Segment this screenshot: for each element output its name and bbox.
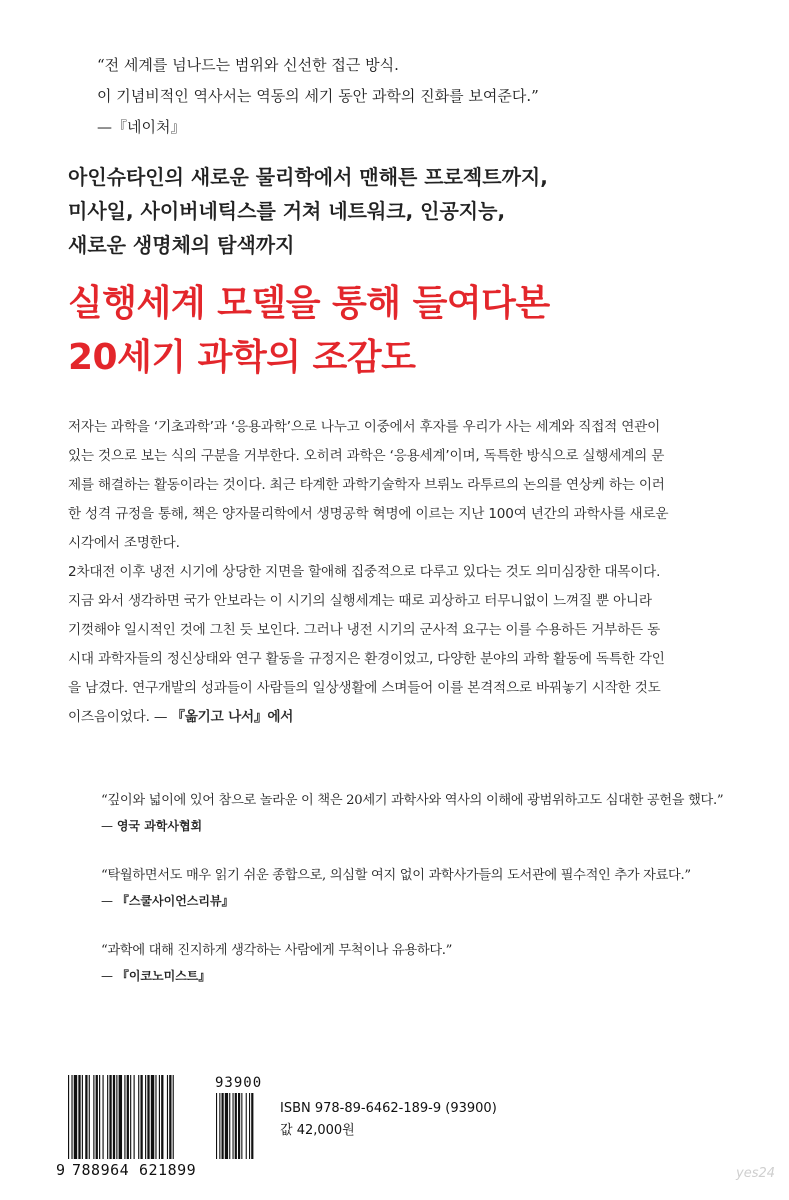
review-quote: “깊이와 넓이에 있어 참으로 놀라운 이 책은 20세기 과학사와 역사의 이해에 광범위하고도 심대한 공헌을 했다.” — [101, 793, 724, 808]
barcode-bar — [127, 1075, 129, 1159]
barcode-addon-bar — [235, 1093, 237, 1159]
body-line: 을 남겼다. 연구개발의 성과들이 사람들의 일상생활에 스며들어 이를 본격적으로 바꿔놓기 시작한 것도 — [68, 680, 661, 696]
barcode-bar — [124, 1075, 125, 1159]
body-line: 시대 과학자들의 정신상태와 연구 활동을 규정지은 환경이었고, 다양한 분야의 과학 활동에 독특한 각인 — [68, 651, 665, 667]
barcode — [56, 1075, 271, 1185]
barcode-addon-bar — [216, 1093, 217, 1159]
barcode-bar — [119, 1075, 122, 1159]
barcode-bar — [93, 1075, 94, 1159]
barcode-digit-first: 9 — [56, 1161, 66, 1179]
review-dash: — — [101, 819, 117, 833]
main-heading-line: 20세기 과학의 조감도 — [68, 337, 416, 378]
review-dash: — — [101, 894, 117, 908]
barcode-bar — [167, 1075, 168, 1159]
reviews — [101, 788, 741, 1013]
body-line: 저자는 과학을 ‘기초과학’과 ‘응용과학’으로 나누고 이중에서 후자를 우리가 사는 세계와 직접적 연관이 — [68, 419, 661, 435]
barcode-addon-bar — [225, 1093, 228, 1159]
barcode-bar — [145, 1075, 146, 1159]
barcode-bar — [71, 1075, 72, 1159]
review-source: 『이코노미스트』 — [116, 969, 211, 983]
barcode-bar — [74, 1075, 77, 1159]
barcode-bar — [138, 1075, 139, 1159]
barcode-bar — [85, 1075, 87, 1159]
body-line: 기껏해야 일시적인 것에 그친 듯 보인다. 그러나 냉전 시기의 군사적 요구는 이를 수용하든 거부하든 동 — [68, 622, 661, 638]
barcode-bar — [116, 1075, 117, 1159]
top-quote-line: “전 세계를 넘나드는 범위와 신선한 접근 방식. — [97, 56, 399, 74]
barcode-bar — [134, 1075, 135, 1159]
barcode-addon-bar — [219, 1093, 220, 1159]
sub-heading-line: 미사일, 사이버네틱스를 거쳐 네트워크, 인공지능, — [68, 199, 506, 223]
body-text — [68, 413, 728, 732]
body-line: 제를 해결하는 활동이라는 것이다. 최근 타계한 과학기술학자 브뤼노 라투르의 논의를 연상케 하는 이러 — [68, 477, 665, 493]
review-quote: “과학에 대해 진지하게 생각하는 사람에게 무척이나 유용하다.” — [101, 943, 453, 958]
body-last-line — [68, 703, 728, 732]
sub-heading-line: 아인슈타인의 새로운 물리학에서 맨해튼 프로젝트까지, — [68, 165, 548, 189]
barcode-addon-bar — [238, 1093, 240, 1159]
body-last-text: 이즈음이었다. — — [68, 709, 172, 725]
barcode-bar — [103, 1075, 104, 1159]
top-quote-line: 이 기념비적인 역사서는 역동의 세기 동안 과학의 진화를 보여준다.” — [97, 87, 539, 105]
main-heading-line: 실행세계 모델을 통해 들여다본 — [68, 283, 550, 324]
body-line: 지금 와서 생각하면 국가 안보라는 이 시기의 실행세계는 때로 괴상하고 터무니없이 느껴질 뿐 아니라 — [68, 593, 652, 609]
review-quote: “탁월하면서도 매우 읽기 쉬운 종합으로, 의심할 여지 없이 과학사가들의 도서관에 필수적인 추가 자료다.” — [101, 868, 691, 883]
barcode-addon-bar — [233, 1093, 234, 1159]
barcode-bar — [140, 1075, 142, 1159]
barcode-bar — [151, 1075, 154, 1159]
barcode-bar — [169, 1075, 171, 1159]
barcode-bar — [68, 1075, 69, 1159]
barcode-addon-bar — [241, 1093, 242, 1159]
body-line: 한 성격 규정을 통해, 책은 양자물리학에서 생명공학 혁명에 이르는 지난 100여 년간의 과학사를 새로운 — [68, 506, 669, 522]
isbn-number: ISBN 978-89-6462-189-9 (93900) — [280, 1101, 497, 1116]
barcode-addon-bar — [246, 1093, 247, 1159]
isbn-block — [280, 1098, 497, 1142]
yes24-watermark: yes24 — [736, 1166, 776, 1181]
barcode-bar — [159, 1075, 160, 1159]
barcode-bar — [96, 1075, 98, 1159]
barcode-bar — [99, 1075, 100, 1159]
barcode-bar — [155, 1075, 156, 1159]
sub-heading-line: 새로운 생명체의 탐색까지 — [68, 233, 295, 257]
top-quote-source: —『네이처』 — [97, 118, 186, 136]
review-dash: — — [101, 969, 117, 983]
review-source: 『스쿨사이언스리뷰』 — [116, 894, 234, 908]
barcode-bar — [107, 1075, 108, 1159]
sub-heading — [68, 160, 728, 262]
review-item — [101, 863, 741, 913]
barcode-digits-right: 621899 — [139, 1161, 197, 1179]
review-source-line — [101, 814, 741, 838]
barcode-bar — [161, 1075, 163, 1159]
barcode-bar — [82, 1075, 83, 1159]
price: 값 42,000원 — [280, 1123, 355, 1138]
body-line: 있는 것으로 보는 식의 구분을 거부한다. 오히려 과학은 ‘응용세계’이며, 독특한 방식으로 실행세계의 문 — [68, 448, 665, 464]
barcode-addon-digits: 93900 — [215, 1075, 263, 1091]
barcode-bar — [113, 1075, 115, 1159]
review-source: 영국 과학사협회 — [116, 819, 203, 833]
review-source-line — [101, 889, 741, 913]
top-quote — [97, 50, 697, 143]
barcode-bar — [173, 1075, 174, 1159]
barcode-bar — [109, 1075, 111, 1159]
barcode-bar — [89, 1075, 90, 1159]
main-heading — [68, 277, 728, 385]
body-source: 『옮기고 나서』에서 — [171, 709, 294, 725]
barcode-addon-bar — [222, 1093, 224, 1159]
barcode-digits-left: 788964 — [72, 1161, 130, 1179]
review-item — [101, 788, 741, 838]
barcode-bar — [147, 1075, 149, 1159]
body-line: 시각에서 조명한다. — [68, 535, 180, 551]
barcode-addon-bar — [251, 1093, 253, 1159]
barcode-bar — [130, 1075, 131, 1159]
barcode-addon-bar — [249, 1093, 250, 1159]
review-item — [101, 938, 741, 988]
body-line: 2차대전 이후 냉전 시기에 상당한 지면을 할애해 집중적으로 다루고 있다는 것도 의미심장한 대목이다. — [68, 564, 661, 580]
barcode-bar — [78, 1075, 80, 1159]
barcode-addon-bar — [229, 1093, 230, 1159]
review-source-line — [101, 964, 741, 988]
